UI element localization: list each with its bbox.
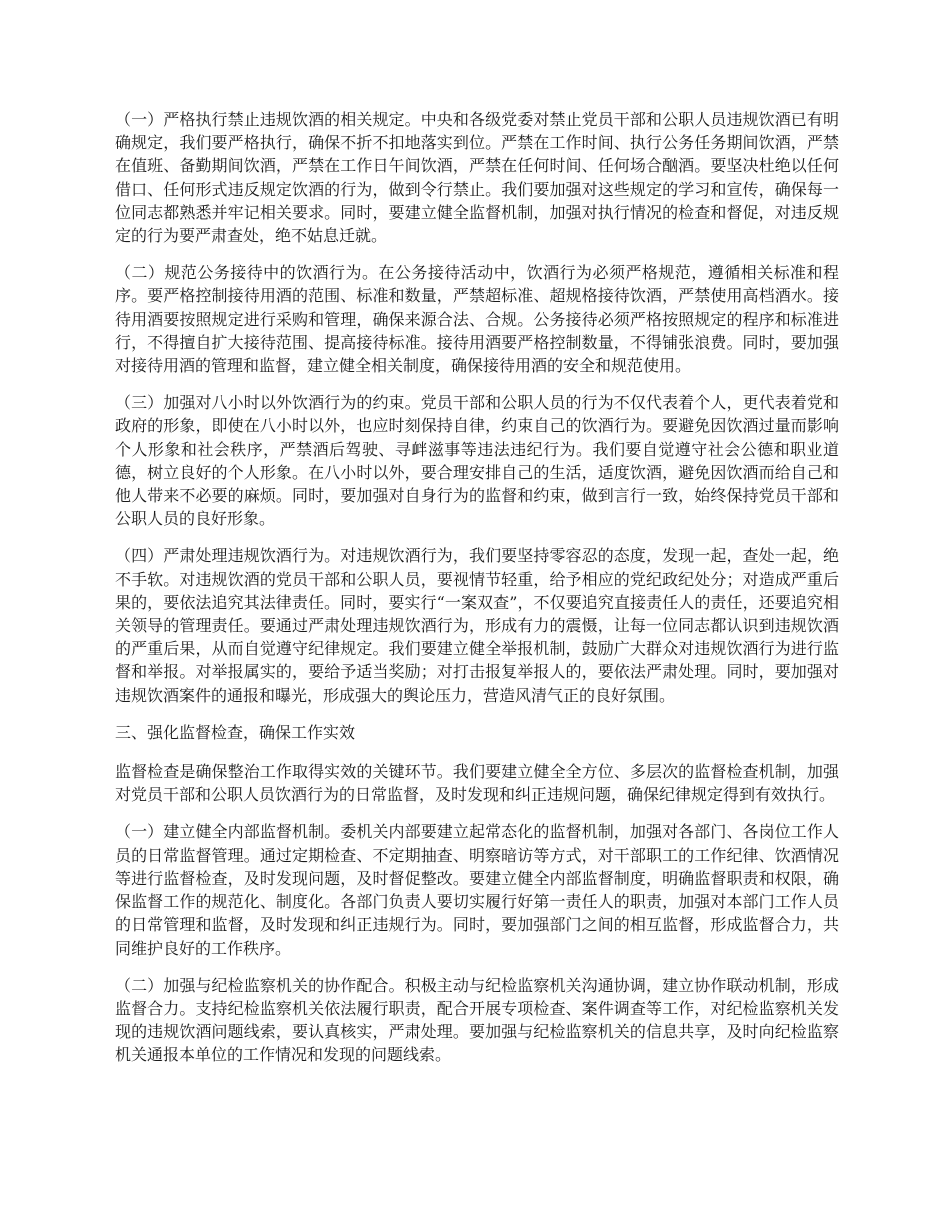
paragraph-3: （三）加强对八小时以外饮酒行为的约束。党员干部和公职人员的行为不仅代表着个人，更代表着党和政府的形象，即使在八小时以外，也应时刻保持自律，约束自己的饮酒行为。要避免因饮酒过量而影响个人形象和社会秩序，严禁酒后驾驶、寻衅滋事等违法违纪行为。我们要自觉遵守社会公德和职业道德，树立良好的个人形象。在八小时以外，要合理安排自己的生活，适度饮酒，避免因饮酒而给自己和他人带来不必要的麻烦。同时，要加强对自身行为的监督和约束，做到言行一致，始终保持党员干部和公职人员的良好形象。 xyxy=(115,393,839,529)
document-body xyxy=(115,108,839,1081)
section-paragraph-1: 监督检查是确保整治工作取得实效的关键环节。我们要建立健全全方位、多层次的监督检查机制，加强对党员干部和公职人员饮酒行为的日常监督，及时发现和纠正违规问题，确保纪律规定得到有效执行。 xyxy=(115,762,839,805)
paragraph-1: （一）严格执行禁止违规饮酒的相关规定。中央和各级党委对禁止党员干部和公职人员违规饮酒已有明确规定，我们要严格执行，确保不折不扣地落实到位。严禁在工作时间、执行公务任务期间饮酒，严禁在值班、备勤期间饮酒，严禁在工作日午间饮酒，严禁在任何时间、任何场合酗酒。要坚决杜绝以任何借口、任何形式违反规定饮酒的行为，做到令行禁止。我们要加强对这些规定的学习和宣传，确保每一位同志都熟悉并牢记相关要求。同时，要建立健全监督机制，加强对执行情况的检查和督促，对违反规定的行为要严肃查处，绝不姑息迁就。 xyxy=(115,110,839,246)
paragraph-2: （二）规范公务接待中的饮酒行为。在公务接待活动中，饮酒行为必须严格规范，遵循相关标准和程序。要严格控制接待用酒的范围、标准和数量，严禁超标准、超规格接待饮酒，严禁使用高档酒水。接待用酒要按照规定进行采购和管理，确保来源合法、合规。公务接待必须严格按照规定的程序和标准进行，不得擅自扩大接待范围、提高接待标准。接待用酒要严格控制数量，不得铺张浪费。同时，要加强对接待用酒的管理和监督，建立健全相关制度，确保接待用酒的安全和规范使用。 xyxy=(115,263,839,376)
paragraph-4: （四）严肃处理违规饮酒行为。对违规饮酒行为，我们要坚持零容忍的态度，发现一起，查处一起，绝不手软。对违规饮酒的党员干部和公职人员，要视情节轻重，给予相应的党纪政纪处分；对造成严重后果的，要依法追究其法律责任。同时，要实行“一案双查”，不仅要追究直接责任人的责任，还要追究相关领导的管理责任。要通过严肃处理违规饮酒行为，形成有力的震慑，让每一位同志都认识到违规饮酒的严重后果，从而自觉遵守纪律规定。我们要建立健全举报机制，鼓励广大群众对违规饮酒行为进行监督和举报。对举报属实的，要给予适当奖励；对打击报复举报人的，要依法严肃处理。同时，要加强对违规饮酒案件的通报和曝光，形成强大的舆论压力，营造风清气正的良好氛围。 xyxy=(115,546,839,705)
section-heading: 三、强化监督检查，确保工作实效 xyxy=(115,722,356,742)
section-paragraph-3: （二）加强与纪检监察机关的协作配合。积极主动与纪检监察机关沟通协调，建立协作联动机制，形成监督合力。支持纪检监察机关依法履行职责，配合开展专项检查、案件调查等工作，对纪检监察机关发现的违规饮酒问题线索，要认真核实，严肃处理。要加强与纪检监察机关的信息共享，及时向纪检监察机关通报本单位的工作情况和发现的问题线索。 xyxy=(115,975,839,1065)
section-paragraph-2: （一）建立健全内部监督机制。委机关内部要建立起常态化的监督机制，加强对各部门、各岗位工作人员的日常监督管理。通过定期检查、不定期抽查、明察暗访等方式，对干部职工的工作纪律、饮酒情况等进行监督检查，及时发现问题，及时督促整改。要建立健全内部监督制度，明确监督职责和权限，确保监督工作的规范化、制度化。各部门负责人要切实履行好第一责任人的职责，加强对本部门工作人员的日常管理和监督，及时发现和纠正违规行为。同时，要加强部门之间的相互监督，形成监督合力，共同维护良好的工作秩序。 xyxy=(115,822,839,958)
